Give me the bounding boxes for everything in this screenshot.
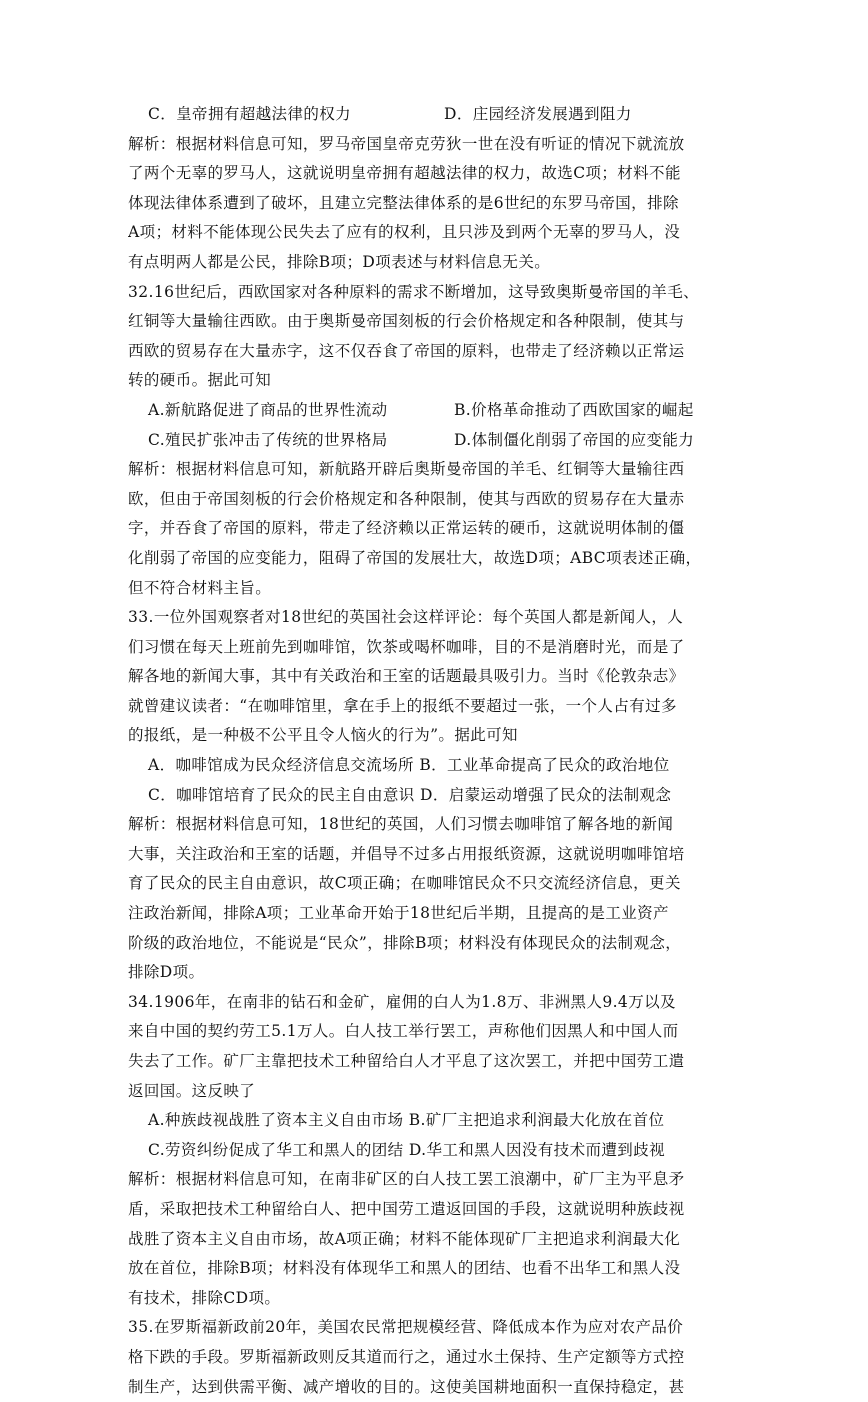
q35-stem-line: 格下跌的手段。罗斯福新政则反其道而行之，通过水土保持、生产定额等方式控 [128,1347,685,1366]
q33-stem-line: 就曾建议读者：“在咖啡馆里，拿在手上的报纸不要超过一张，一个人占有过多 [128,696,677,715]
q32-options-ab [128,396,740,426]
q34-stem-line: 返回国。这反映了 [128,1081,256,1100]
q33-options-cd: C．咖啡馆培育了民众的民主自由意识 D．启蒙运动增强了民众的法制观念 [148,785,672,804]
q34-analysis-line: 有技术，排除CD项。 [128,1288,281,1307]
q32-option-a: A.新航路促进了商品的世界性流动 [148,400,388,419]
q34-analysis-line: 盾，采取把技术工种留给白人、把中国劳工遣返回国的手段，这就说明种族歧视 [128,1199,685,1218]
q33-analysis-line: 排除D项。 [128,963,205,982]
q31-analysis-line: 体现法律体系遭到了破坏，且建立完整法律体系的是6世纪的东罗马帝国，排除 [128,193,679,212]
q33-stem-line: 们习惯在每天上班前先到咖啡馆，饮茶或喝杯咖啡，目的不是消磨时光，而是了 [128,637,685,656]
q32-analysis-line: 解析：根据材料信息可知，新航路开辟后奥斯曼帝国的羊毛、红铜等大量输往西 [128,460,685,479]
q32-stem-line: 西欧的贸易存在大量赤字，这不仅吞食了帝国的原料，也带走了经济赖以正常运 [128,341,685,360]
q34-analysis-line: 战胜了资本主义自由市场，故A项正确；材料不能体现矿厂主把追求利润最大化 [128,1229,681,1248]
q34-stem-line: 34.1906年，在南非的钻石和金矿，雇佣的白人为1.8万、非洲黑人9.4万以及 [128,992,676,1011]
q32-analysis-line: 欧，但由于帝国刻板的行会价格规定和各种限制，使其与西欧的贸易存在大量赤 [128,489,685,508]
q34-stem-line: 来自中国的契约劳工5.1万人。白人技工举行罢工，声称他们因黑人和中国人而 [128,1022,679,1041]
q35-stem-line: 35.在罗斯福新政前20年，美国农民常把规模经营、降低成本作为应对农产品价 [128,1318,684,1337]
q35-stem-line: 制生产，达到供需平衡、减产增收的目的。这使美国耕地面积一直保持稳定，甚 [128,1377,685,1396]
q32-option-d: D.体制僵化削弱了帝国的应变能力 [454,430,695,449]
q32-option-b: B.价格革命推动了西欧国家的崛起 [454,400,694,419]
q32-option-c: C.殖民扩张冲击了传统的世界格局 [148,430,388,449]
q34-analysis-line: 放在首位，排除B项；材料没有体现华工和黑人的团结、也看不出华工和黑人没 [128,1259,681,1278]
q31-analysis-line: 有点明两人都是公民，排除B项；D项表述与材料信息无关。 [128,252,551,271]
q32-analysis-line: 字，并吞食了帝国的原料，带走了经济赖以正常运转的硬币，这就说明体制的僵 [128,519,685,538]
q33-analysis-line: 阶级的政治地位，不能说是“民众”，排除B项；材料没有体现民众的法制观念， [128,933,682,952]
q33-analysis-line: 解析：根据材料信息可知，18世纪的英国，人们习惯去咖啡馆了解各地的新闻 [128,815,674,834]
q32-analysis-line: 化削弱了帝国的应变能力，阻碍了帝国的发展壮大，故选D项；ABC项表述正确， [128,548,702,567]
q31-options-cd [128,100,740,130]
q33-analysis-line: 注政治新闻，排除A项；工业革命开始于18世纪后半期，且提高的是工业资产 [128,904,669,923]
q33-analysis-line: 大事，关注政治和王室的话题，并倡导不过多占用报纸资源，这就说明咖啡馆培 [128,844,685,863]
q31-analysis-line: A项；材料不能体现公民失去了应有的权利，且只涉及到两个无辜的罗马人，没 [128,223,681,242]
q32-analysis-line: 但不符合材料主旨。 [128,578,272,597]
q32-stem-line: 转的硬币。据此可知 [128,371,272,390]
q31-analysis-line: 了两个无辜的罗马人，这就说明皇帝拥有超越法律的权力，故选C项；材料不能 [128,164,681,183]
q31-option-c: C．皇帝拥有超越法律的权力 [148,105,352,123]
q33-stem-line: 的报纸，是一种极不公平且令人恼火的行为”。据此可知 [128,726,518,745]
q31-option-d: D．庄园经济发展遇到阻力 [444,105,632,123]
q34-analysis-line: 解析：根据材料信息可知，在南非矿区的白人技工罢工浪潮中，矿厂主为平息矛 [128,1170,685,1189]
q33-stem-line: 解各地的新闻大事，其中有关政治和王室的话题最具吸引力。当时《伦敦杂志》 [128,667,685,686]
q33-stem-line: 33.一位外国观察者对18世纪的英国社会这样评论：每个英国人都是新闻人，人 [128,608,684,627]
q34-options-cd: C.劳资纠纷促成了华工和黑人的团结 D.华工和黑人因没有技术而遭到歧视 [148,1140,665,1159]
q31-analysis-line: 解析：根据材料信息可知，罗马帝国皇帝克劳狄一世在没有听证的情况下就流放 [128,134,685,153]
q34-stem-line: 失去了工作。矿厂主靠把技术工种留给白人才平息了这次罢工，并把中国劳工遣 [128,1052,685,1070]
q32-stem-line: 红铜等大量输往西欧。由于奥斯曼帝国刻板的行会价格规定和各种限制，使其与 [128,312,685,331]
q34-options-ab: A.种族歧视战胜了资本主义自由市场 B.矿厂主把追求利润最大化放在首位 [148,1111,665,1130]
q33-analysis-line: 育了民众的民主自由意识，故C项正确；在咖啡馆民众不只交流经济信息，更关 [128,874,681,893]
q33-options-ab: A．咖啡馆成为民众经济信息交流场所 B．工业革命提高了民众的政治地位 [148,756,670,775]
q32-stem-line: 32.16世纪后，西欧国家对各种原料的需求不断增加，这导致奥斯曼帝国的羊毛、 [128,282,700,301]
document-page [128,100,740,1402]
q32-options-cd [128,426,740,456]
